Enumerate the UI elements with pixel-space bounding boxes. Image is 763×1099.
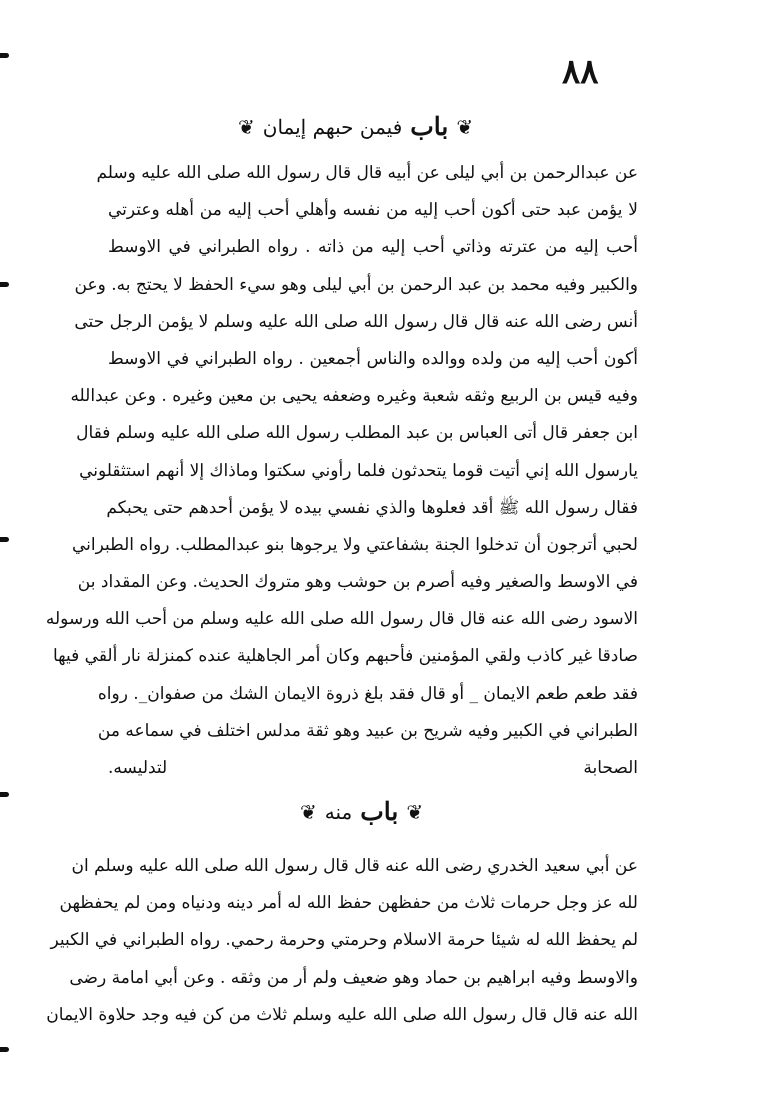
text-line: لحبي أترجون أن تدخلوا الجنة بشفاعتي ولا يرجوها بنو عبدالمطلب. رواه الطبراني: [72, 534, 638, 555]
page-number: ٨٨: [562, 52, 599, 92]
text-line: لم يحفظ الله له شيئا حرمة الاسلام وحرمتي وحرمة رحمي. رواه الطبراني في الكبير: [50, 930, 638, 951]
section-2-text: [46, 848, 638, 1034]
text-line: عن أبي سعيد الخدري رضى الله عنه قال قال رسول الله صلى الله عليه وسلم ان: [71, 856, 638, 876]
text-line: لله عز وجل حرمات ثلاث من حفظهن حفظ الله له أمر دينه ودنياه ومن لم يحفظهن: [59, 893, 638, 914]
heading-bab: باب: [360, 797, 399, 826]
text-line: صادقا غير كاذب ولقي المؤمنين فأحبهم وكان أمر الجاهلية عنده كمنزلة نار ألقي فيها: [52, 646, 638, 667]
text-line: الصحابة لتدليسه.: [108, 758, 638, 778]
margin-tick: [0, 792, 9, 797]
text-line: ابن جعفر قال أتى العباس بن عبد المطلب رسول الله صلى الله عليه وسلم فقال: [76, 423, 638, 444]
section-1-text: [45, 155, 638, 787]
text-line: الاسود رضى الله عنه قال قال رسول الله صلى الله عليه وسلم من أحب الله ورسوله: [45, 609, 638, 630]
text-line: الطبراني في الكبير وفيه شريح بن عبيد وهو ثقة مدلس اختلف في سماعه من: [97, 720, 638, 741]
heading-bab: باب: [410, 112, 449, 141]
margin-tick: [0, 282, 9, 287]
heading-title: منه: [324, 799, 353, 824]
margin-tick: [0, 1047, 9, 1052]
text-line: لا يؤمن عبد حتى أكون أحب إليه من نفسه وأهلي أحب إليه من أهله وعترتي: [108, 200, 638, 221]
text-line: الله عنه قال قال رسول الله صلى الله عليه وسلم ثلاث من كن فيه وجد حلاوة الايمان: [46, 1004, 638, 1025]
heading-title: فيمن حبهم إيمان: [262, 114, 403, 139]
text-line: يارسول الله إني أتيت قوما يتحدثون فلما رأوني سكتوا وماذاك إلا أنهم استثقلوني: [79, 460, 638, 481]
ornament-icon: ❦: [406, 799, 424, 824]
text-line: في الاوسط والصغير وفيه أصرم بن حوشب وهو متروك الحديث. وعن المقداد بن: [77, 572, 638, 593]
text-line: فقال رسول الله ﷺ أقد فعلوها والذي نفسي بيده لا يؤمن أحدهم حتى يحبكم: [106, 497, 638, 518]
text-line: أحب إليه من عترته وذاتي أحب إليه من ذاته . رواه الطبراني في الاوسط: [108, 237, 638, 258]
section-heading: [300, 797, 423, 826]
ornament-icon: ❦: [300, 799, 317, 824]
margin-tick: [0, 537, 9, 542]
text-line: والكبير وفيه محمد بن عبد الرحمن بن أبي ليلى وهو سيء الحفظ لا يحتج به. وعن: [74, 274, 638, 295]
text-line: أكون أحب إليه من ولده ووالده والناس أجمعين . رواه الطبراني في الاوسط: [108, 348, 638, 369]
text-line: أنس رضى الله عنه قال قال رسول الله صلى الله عليه وسلم لا يؤمن الرجل حتى: [74, 311, 638, 332]
text-line: فقد طعم طعم الايمان _ أو قال فقد بلغ ذروة الايمان الشك من صفوان_. رواه: [97, 683, 638, 704]
margin-tick: [0, 53, 9, 58]
ornament-icon: ❦: [456, 114, 474, 139]
text-line: والاوسط وفيه ابراهيم بن حماد وهو ضعيف ولم أر من وثقه . وعن أبي امامة رضى: [69, 967, 638, 988]
text-line: عن عبدالرحمن بن أبي ليلى عن أبيه قال قال رسول الله صلى الله عليه وسلم: [96, 163, 638, 183]
chapter-heading: [238, 112, 473, 141]
text-line: وفيه قيس بن الربيع وثقه شعبة وغيره وضعفه يحيى بن معين وغيره . وعن عبدالله: [70, 386, 638, 407]
ornament-icon: ❦: [238, 114, 255, 139]
